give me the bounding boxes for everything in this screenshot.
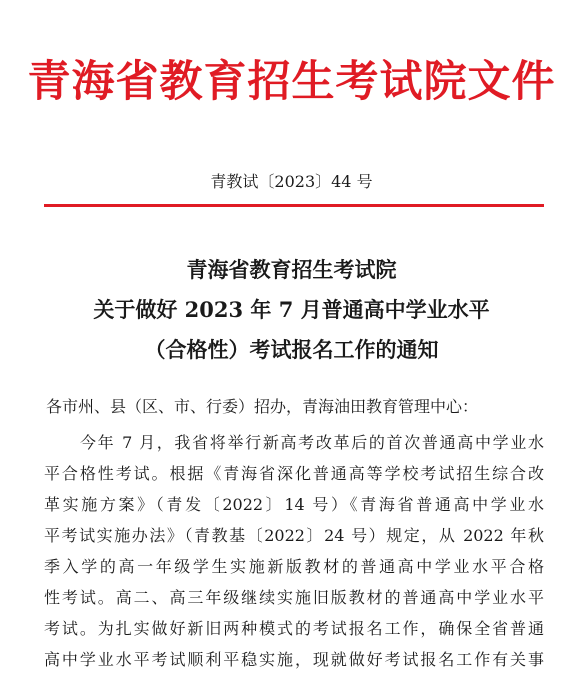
body-line: 平合格性考试。根据《青海省深化普通高等学校考试招生综合改	[44, 464, 544, 483]
notice-title-line1: 青海省教育招生考试院	[186, 257, 397, 282]
body-line: 考试。为扎实做好新旧两种模式的考试报名工作，确保全省普通	[44, 619, 544, 638]
document-number: 青教试〔2023〕44 号	[210, 172, 373, 191]
red-divider	[44, 204, 544, 207]
body-line: 季入学的高一年级学生实施新版教材的普通高中学业水平合格	[44, 557, 544, 576]
body-line: 今年 7 月，我省将举行新高考改革后的首次普通高中学业水	[80, 433, 544, 452]
body-line: 性考试。高二、高三年级继续实施旧版教材的普通高中学业水平	[44, 588, 544, 607]
body-line: 革实施方案》（青发〔2022〕14 号）《青海省普通高中学业水	[44, 495, 544, 514]
notice-title-line3: （合格性）考试报名工作的通知	[144, 337, 439, 362]
notice-title-line2: 关于做好 2023 年 7 月普通高中学业水平	[93, 297, 490, 322]
body-line: 高中学业水平考试顺利平稳实施，现就做好考试报名工作有关事	[44, 650, 544, 669]
body-line: 平考试实施办法》（青教基〔2022〕24 号）规定，从 2022 年秋	[44, 526, 544, 545]
masthead-title: 青海省教育招生考试院文件	[27, 57, 556, 107]
salutation: 各市州、县（区、市、行委）招办，青海油田教育管理中心：	[46, 397, 479, 416]
